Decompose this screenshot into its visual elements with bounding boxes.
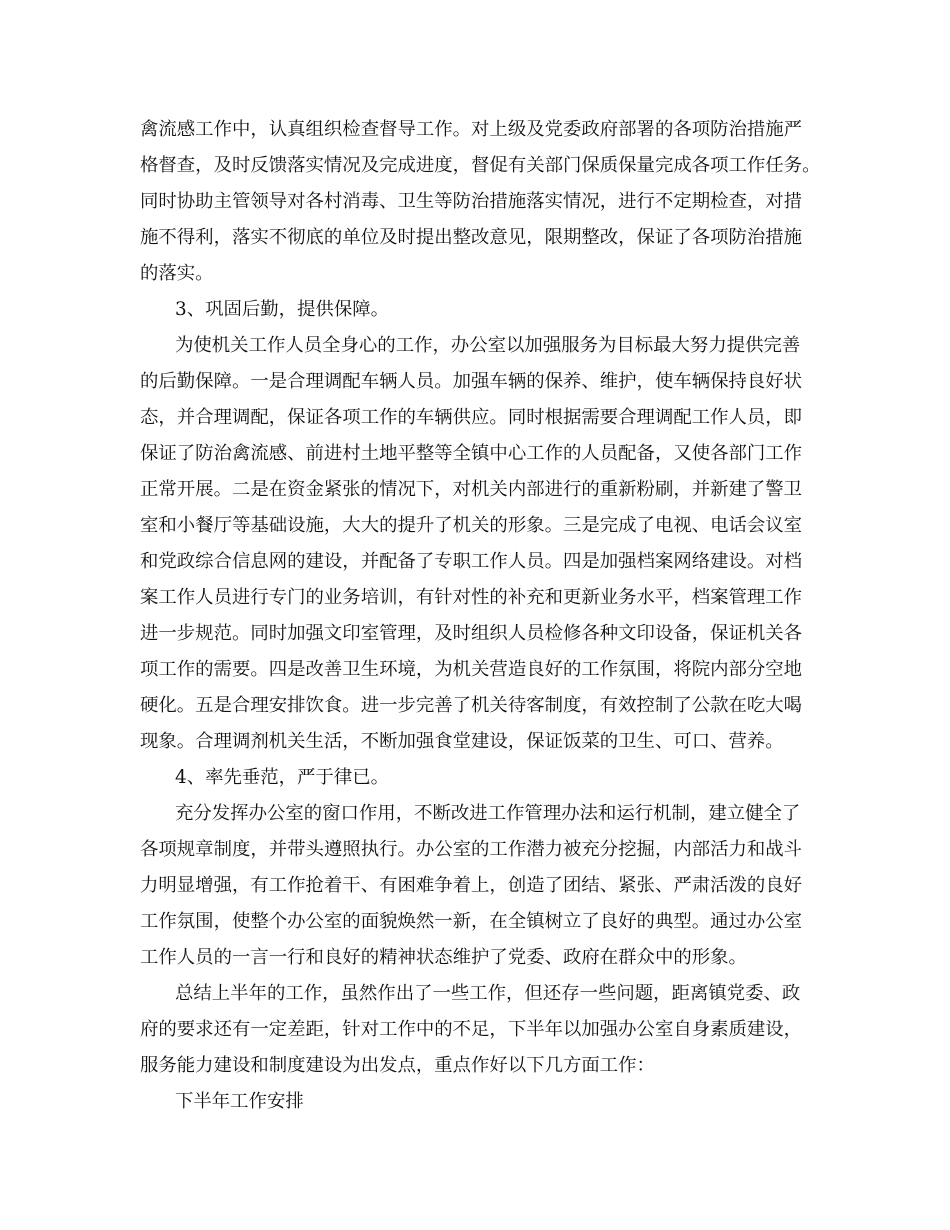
text-line: 府的要求还有一定差距，针对工作中的不足，下半年以加强办公室自身素质建设， <box>140 1019 803 1040</box>
text-line: 态，并合理调配，保证各项工作的车辆供应。同时根据需要合理调配工作人员，即 <box>140 407 803 428</box>
text-line: 和党政综合信息网的建设，并配备了专职工作人员。四是加强档案网络建设。对档 <box>140 551 803 572</box>
text-line: 力明显增强，有工作抢着干、有困难争着上，创造了团结、紧张、严肃活泼的良好 <box>140 875 803 896</box>
text-line: 为使机关工作人员全身心的工作，办公室以加强服务为目标最大努力提供完善 <box>175 335 801 356</box>
text-line: 禽流感工作中，认真组织检查督导工作。对上级及党委政府部署的各项防治措施严 <box>140 119 803 140</box>
text-line: 施不得利，落实不彻底的单位及时提出整改意见，限期整改，保证了各项防治措施 <box>140 227 803 248</box>
text-line: 案工作人员进行专门的业务培训，有针对性的补充和更新业务水平，档案管理工作 <box>140 587 803 608</box>
text-line: 同时协助主管领导对各村消毒、卫生等防治措施落实情况，进行不定期检查，对措 <box>140 191 803 212</box>
text-line: 工作氛围，使整个办公室的面貌焕然一新，在全镇树立了良好的典型。通过办公室 <box>140 911 803 932</box>
text-line: 进一步规范。同时加强文印室管理，及时组织人员检修各种文印设备，保证机关各 <box>140 623 803 644</box>
text-line: 保证了防治禽流感、前进村土地平整等全镇中心工作的人员配备，又使各部门工作 <box>140 443 803 464</box>
text-line: 充分发挥办公室的窗口作用，不断改进工作管理办法和运行机制，建立健全了 <box>175 803 801 824</box>
text-line: 格督查，及时反馈落实情况及完成进度，督促有关部门保质保量完成各项工作任务。 <box>140 155 821 176</box>
text-line: 的后勤保障。一是合理调配车辆人员。加强车辆的保养、维护，使车辆保持良好状 <box>140 371 803 392</box>
text-line: 工作人员的一言一行和良好的精神状态维护了党委、政府在群众中的形象。 <box>140 947 747 968</box>
document-body <box>140 112 840 1120</box>
text-line: 各项规章制度，并带头遵照执行。办公室的工作潜力被充分挖掘，内部活力和战斗 <box>140 839 803 860</box>
text-line: 正常开展。二是在资金紧张的情况下，对机关内部进行的重新粉刷，并新建了警卫 <box>140 479 803 500</box>
text-line: 的落实。 <box>140 263 214 284</box>
section-heading: 3、巩固后勤，提供保障。 <box>175 299 389 320</box>
text-line: 室和小餐厅等基础设施，大大的提升了机关的形象。三是完成了电视、电话会议室 <box>140 515 803 536</box>
section-heading: 4、率先垂范，严于律已。 <box>175 767 389 788</box>
text-line: 项工作的需要。四是改善卫生环境，为机关营造良好的工作氛围，将院内部分空地 <box>140 659 803 680</box>
section-heading: 下半年工作安排 <box>175 1091 304 1112</box>
text-line: 总结上半年的工作，虽然作出了一些工作，但还存一些问题，距离镇党委、政 <box>175 983 801 1004</box>
text-line: 现象。合理调剂机关生活，不断加强食堂建设，保证饭菜的卫生、可口、营养。 <box>140 731 784 752</box>
text-line: 服务能力建设和制度建设为出发点，重点作好以下几方面工作： <box>140 1055 655 1076</box>
text-line: 硬化。五是合理安排饮食。进一步完善了机关待客制度，有效控制了公款在吃大喝 <box>140 695 803 716</box>
